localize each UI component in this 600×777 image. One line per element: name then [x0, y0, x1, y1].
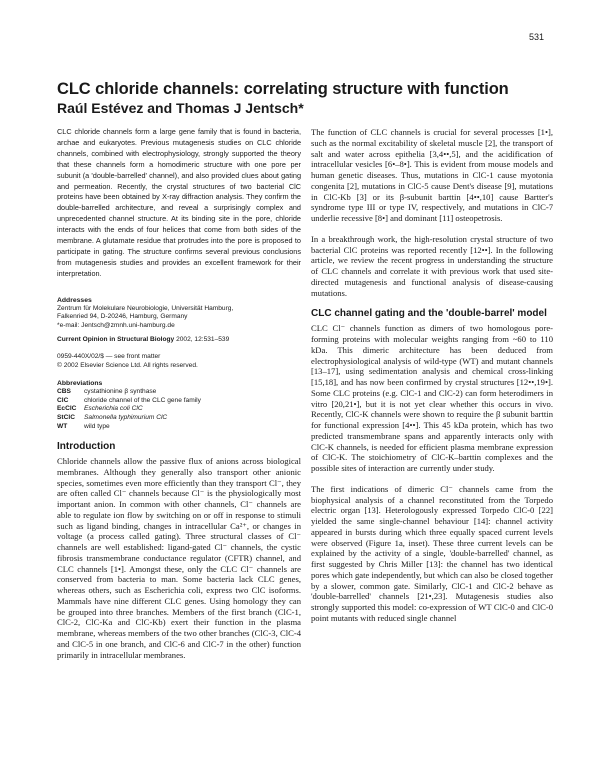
body-paragraph: CLC Cl⁻ channels function as dimers of two homologous pore-forming proteins with molecular weights ranging from ~60 to 110 kDa. This dimeric architecture has been deduced from electrophysiological analysis of wild-type (WT) and mutant channels [13–17], using sedimentation analysis and chemical cross-linking [15,18], and has now been confirmed by crystal structures [12••,19•]. Some CLC proteins (e.g. ClC-1 and ClC-2) can form heterodimers in vitro [20,21•], but it is not yet clear whether this occurs in vivo. Recently, ClC-K channels were shown to require the β subunit barttin for functional expression [4••]. This 45 kDa protein, which has two predicted transmembrane spans and apparently interacts only with ClC-K channels, is needed for efficient plasma membrane expression of ClC-K. The stoichiometry of ClC-K–barttin complexes and the possible sites of interaction are currently under study. [311, 323, 553, 473]
section-heading: CLC channel gating and the 'double-barrel' model [311, 308, 547, 320]
addresses-block [57, 296, 301, 331]
issn-line: 0959-440X/02/$ — see front matter [57, 353, 161, 361]
abbreviations-block [57, 379, 301, 431]
abbreviation-definition: chloride channel of the CLC gene family [84, 396, 201, 404]
abbreviation-definition: wild type [84, 422, 110, 430]
abbreviation-row [57, 388, 201, 397]
abbreviation-term: StClC [57, 414, 75, 422]
abbreviation-term: EcClC [57, 405, 77, 413]
abbreviations-heading: Abbreviations [57, 380, 103, 388]
address-line: Falkenried 94, D-20246, Hamburg, Germany [57, 313, 188, 321]
introduction-heading: Introduction [57, 441, 116, 453]
copyright-block [57, 353, 301, 370]
article-title: CLC chloride channels: correlating structure with function [57, 80, 509, 98]
abbreviation-row [57, 414, 201, 423]
journal-volume-pages: 2002, 12:531–539 [174, 336, 230, 344]
journal-name: Current Opinion in Structural Biology [57, 336, 175, 344]
abbreviations-table [57, 388, 201, 431]
body-paragraph: The first indications of dimeric Cl⁻ channels came from the biophysical analysis of a channel reconstituted from the Torpedo electric organ [13]. Heterologously expressed Torpedo ClC-0 [22] yielded the same single-channel behaviour [14]: channel activity appeared in bursts during which three equally spaced current levels were observed (Figure 1a, inset). These three current levels can be explained by the activity of a single, 'double-barrelled' channel, as first suggested by Chris Miller [13]: the channel has two identical pores which gate independently, but which can also be closed together by a slower, common gate. Similarly, ClC-1 and ClC-2 behave as 'double-barrelled' channels [21•,23]. Mutagenesis studies also strongly supported this model: co-expression of WT ClC-0 and ClC-0 point mutants with reduced single channel [311, 483, 553, 623]
introduction-paragraph: Chloride channels allow the passive flux of anions across biological membranes. Although they generally also transport other anionic species, sometimes even more efficiently than they transport Cl⁻, they are often called Cl⁻ channels because Cl⁻ is the physiologically most important anion. In common with other channels, Cl⁻ channels are able to regulate ion flow by switching on or off in response to stimuli such as ligand binding, changes in intracellular Ca²⁺, or changes in voltage (a process called gating). Three structural classes of Cl⁻ channels are well established: ligand-gated Cl⁻ channels, the cystic fibrosis transmembrane conductance regulator (CFTR) channel, and CLC channels [1•]. Amongst these, only the CLC Cl⁻ channels are conserved from bacteria to man. Some bacteria lack CLC genes, whereas others, such as Escherichia coli, express two ClC isoforms. Mammals have nine different CLC genes. Using homology they can be grouped into three branches. Members of the first branch (ClC-1, ClC-2, ClC-Ka and ClC-Kb) exert their function in the plasma membrane, whereas members of the two other branches (ClC-3, ClC-4 and ClC-5 in one branch, and ClC-6 and ClC-7 in the other) function primarily in intracellular membranes. [57, 456, 301, 660]
article-authors: Raúl Estévez and Thomas J Jentsch* [57, 100, 304, 116]
abbreviation-definition: Escherichia coli ClC [84, 405, 143, 413]
abbreviation-definition: cystathionine β synthase [84, 388, 157, 396]
left-column [57, 127, 301, 660]
email-line: *e-mail: Jentsch@zmnh.uni-hamburg.de [57, 321, 175, 329]
abstract: CLC chloride channels form a large gene family that is found in bacteria, archae and eukaryotes. Previous mutagenesis studies on CLC chloride channels, combined with electrophysiology, strongly supported the theory that these channels form a homodimeric structure with one pore per subunit (a 'double-barrelled' channel), and also provided clues about gating and permeation. Recently, the crystal structures of two bacterial ClC proteins have been obtained by X-ray diffraction analysis. They confirm the double-barrelled architecture, and reveal a surprisingly complex and unprecedented channel structure. At its binding site in the pore, chloride interacts with the ends of four helices that come from both sides of the membrane. A glutamate residue that protrudes into the pore is proposed to participate in gating. The structure confirms several previous conclusions from mutagenesis studies and provides an excellent framework for their interpretation. [57, 127, 301, 278]
journal-citation [57, 336, 301, 345]
abbreviation-definition: Salmonella typhimurium ClC [84, 414, 168, 422]
abbreviation-row [57, 405, 201, 414]
abbreviation-term: WT [57, 422, 68, 430]
abbreviation-row [57, 423, 201, 432]
addresses-heading: Addresses [57, 296, 92, 304]
address-line: Zentrum für Molekulare Neurobiologie, Universität Hamburg, [57, 304, 234, 312]
abbreviation-term: ClC [57, 396, 69, 404]
abbreviation-term: CBS [57, 388, 71, 396]
body-paragraph: In a breakthrough work, the high-resolution crystal structure of two bacterial ClC proteins was reported recently [12••]. In the following article, we review the recent progress in understanding the structure of CLC channels and correlate it with previous work that used site-directed mutagenesis and functional analysis of disease-causing mutations. [311, 233, 553, 298]
right-column [311, 127, 553, 624]
copyright-line: © 2002 Elsevier Science Ltd. All rights reserved. [57, 361, 198, 369]
abbreviation-row [57, 397, 201, 406]
body-paragraph: The function of CLC channels is crucial for several processes [1•], such as the normal excitability of skeletal muscle [2], the transport of salt and water across epithelia [3,4••,5], and the acidification of intracellular vesicles [6•–8•]. This is evident from mouse models and human genetic diseases. Thus, mutations in ClC-1 cause myotonia congenita [2], mutations in ClC-5 cause Dent's disease [9], mutations in ClC-Kb [3] or its β-subunit barttin [4••,10] cause Bartter's syndrome type III or type IV, respectively, and mutations in ClC-7 underlie recessive [8•] and dominant [11] osteopetrosis. [311, 127, 553, 223]
page-number: 531 [528, 32, 544, 42]
